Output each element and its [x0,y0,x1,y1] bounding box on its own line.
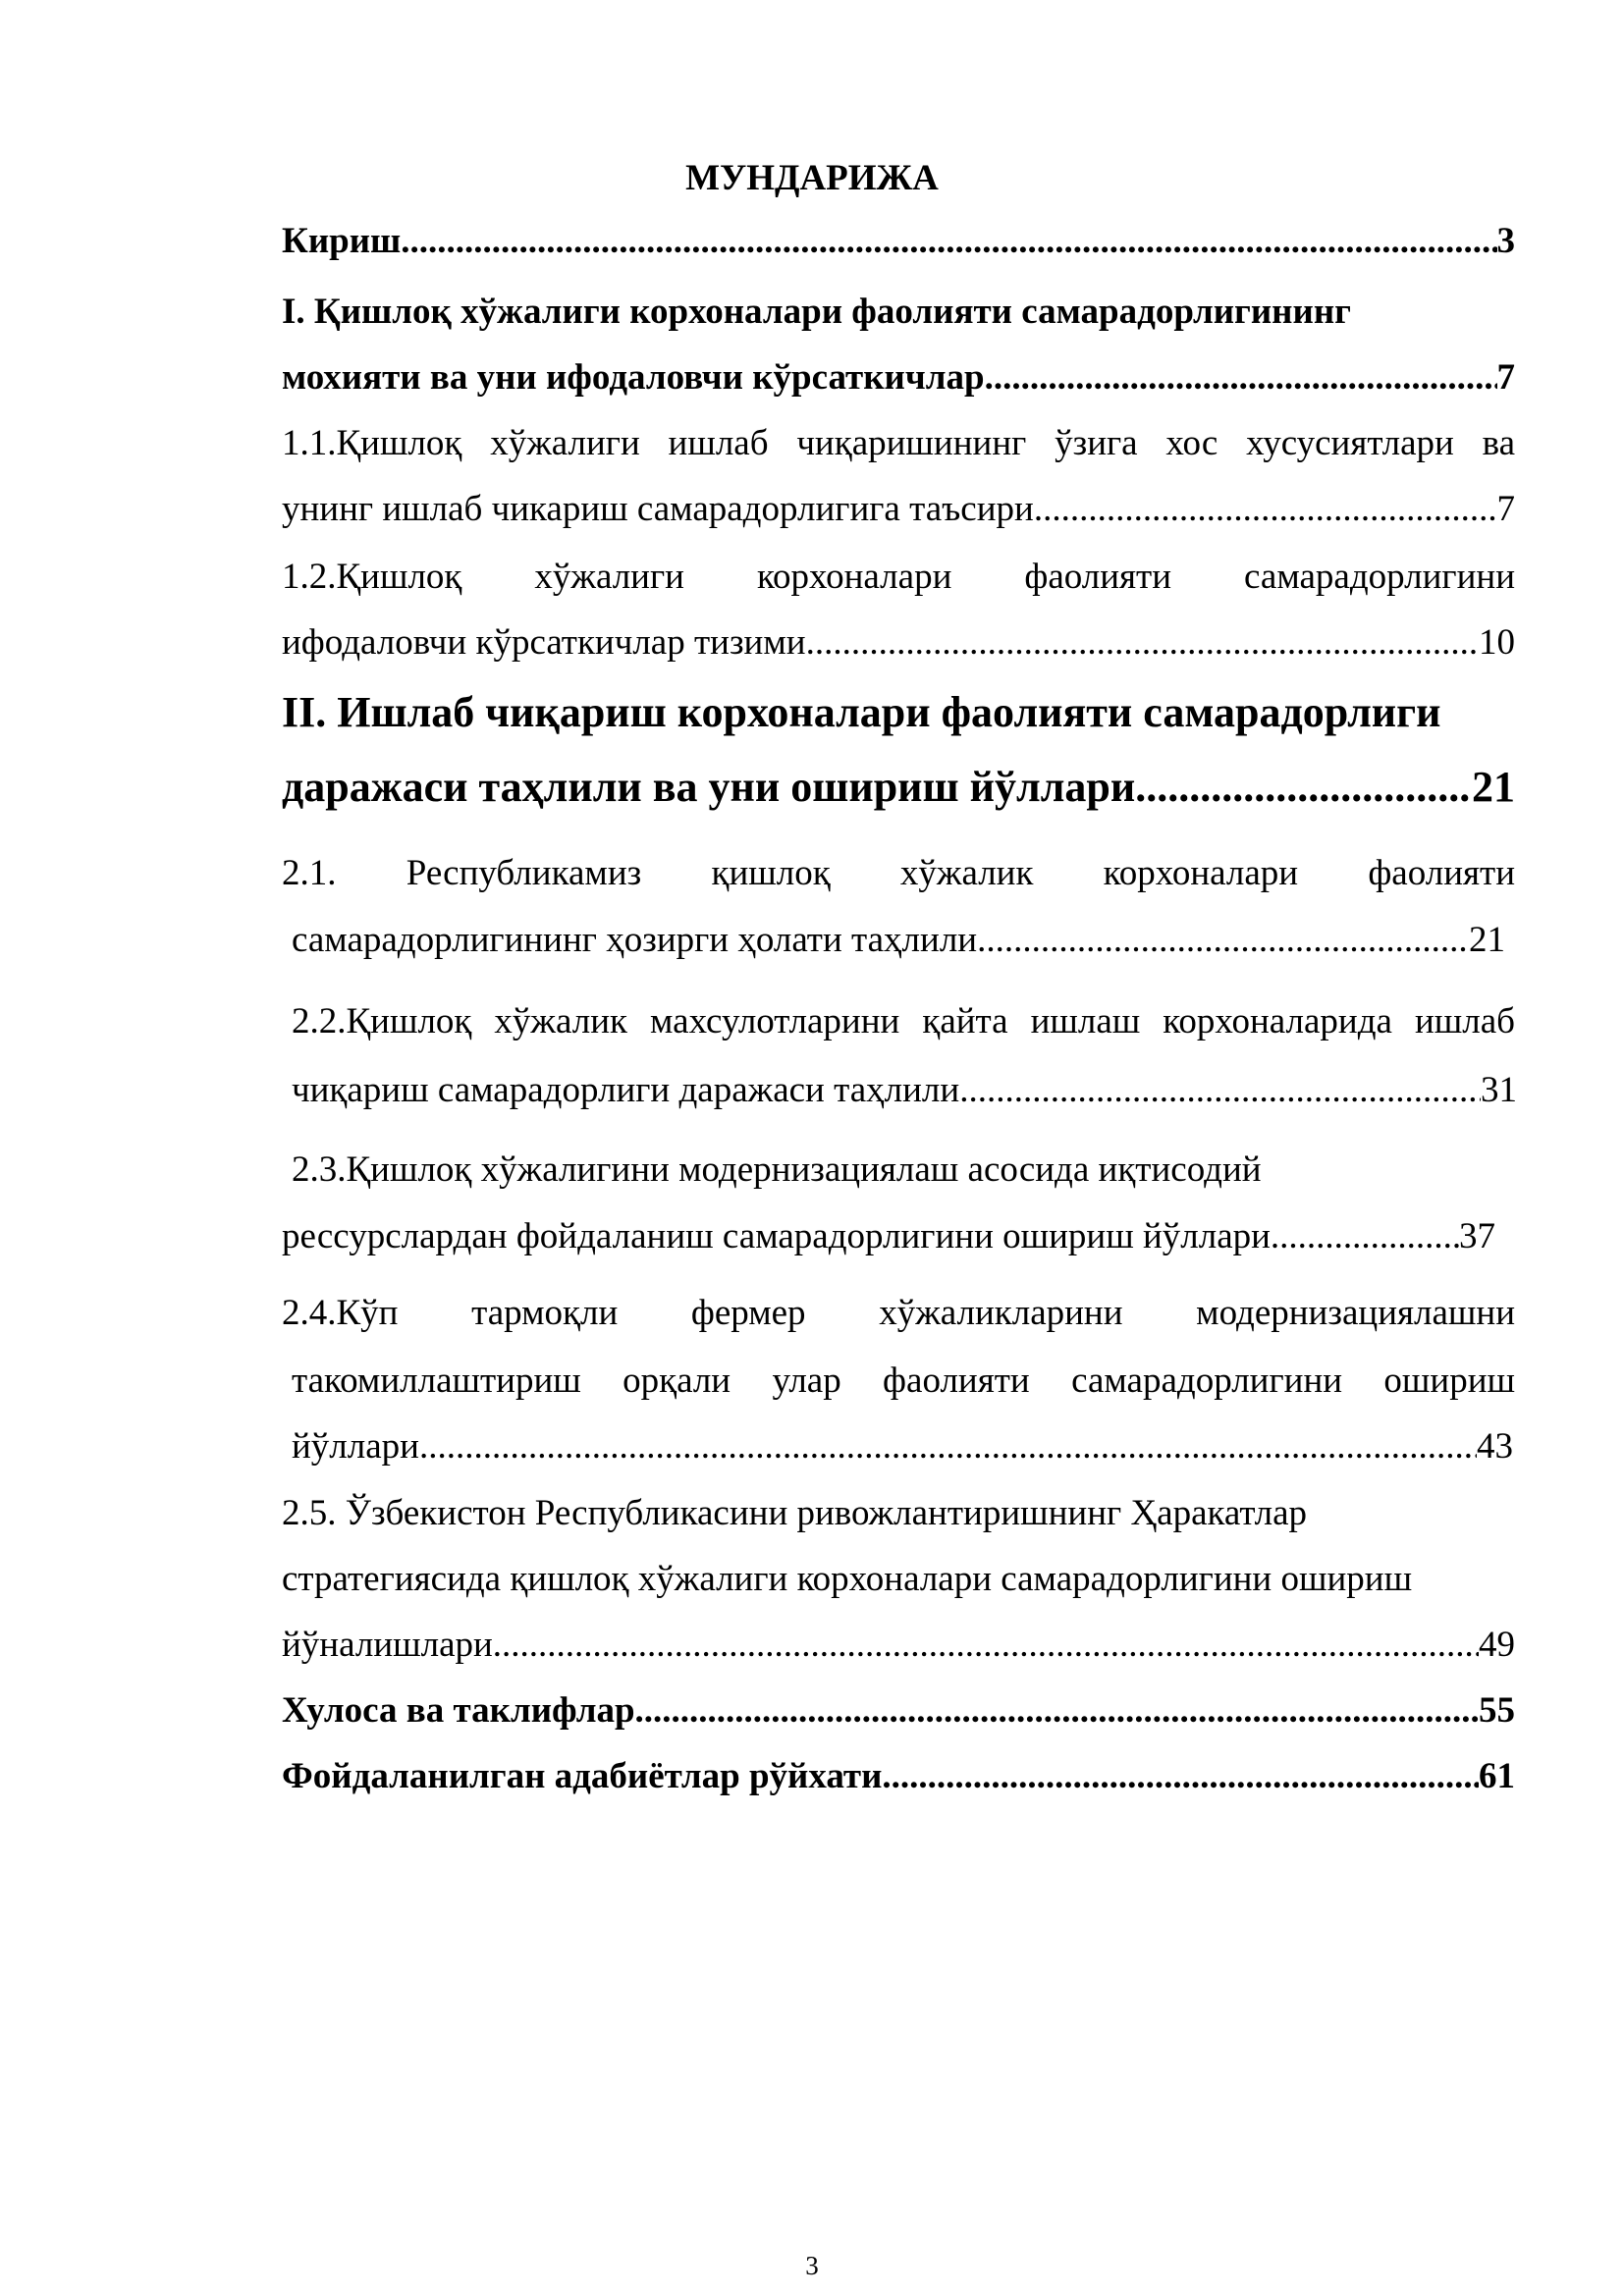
footer-page-number: 3 [805,2251,819,2280]
toc-s1-2-line2 [282,619,1515,667]
toc-leader [401,218,1496,265]
toc-s2-4-line3 [292,1423,1513,1470]
toc-entry-label: Хулоса ва таклифлар [282,1690,635,1731]
toc-s2-4-line2: такомиллаштириш орқали улар фаолияти самарадорлигини ошириш [292,1361,1515,1401]
toc-page-number: 7 [1496,489,1515,529]
toc-s1-1-line2 [282,486,1515,533]
toc-s1-2-line1: 1.2.Қишлоқ хўжалиги корхоналари фаолияти самарадорлигини [282,557,1515,597]
toc-s2-2-line2 [292,1067,1517,1114]
toc-leader [985,354,1497,401]
toc-leader [806,619,1479,667]
toc-s2-1-line2 [292,917,1505,964]
toc-entry-intro [282,218,1515,265]
toc-entry-label: йўналишлари [282,1625,493,1665]
toc-page-number: 10 [1479,622,1515,663]
toc-s2-4-line1: 2.4.Кўп тармоқли фермер хўжаликларини модернизациялашни [282,1293,1515,1333]
toc-entry-label: чиқариш самарадорлиги даражаси таҳлили [292,1070,960,1110]
toc-leader [419,1423,1477,1470]
toc-chapter1-line2 [282,354,1515,401]
toc-page-number: 21 [1469,920,1505,960]
toc-page-number: 37 [1459,1216,1495,1256]
toc-leader [882,1753,1479,1800]
toc-entry-label: самарадорлигининг ҳозирги ҳолати таҳлили [292,920,978,960]
toc-entry-label: Фойдаланилган адабиётлар рўйхати [282,1756,883,1796]
toc-entry-label: даражаси таҳлили ва уни ошириш йўллари [282,763,1136,811]
toc-title: МУНДАРИЖА [685,158,939,198]
toc-page-number: 21 [1472,763,1515,811]
toc-leader [635,1687,1479,1735]
toc-chapter2-line1: II. Ишлаб чиқариш корхоналари фаолияти самарадорлиги [282,688,1441,736]
toc-entry-label: Кириш [282,221,402,261]
toc-s2-3-line2 [282,1213,1495,1260]
toc-entry-label: ифодаловчи кўрсаткичлар тизими [282,622,806,663]
toc-leader [493,1622,1479,1669]
toc-page-number: 43 [1477,1426,1513,1467]
toc-page-number: 49 [1479,1625,1515,1665]
toc-entry-label: йўллари [292,1426,419,1467]
toc-page-number: 7 [1496,357,1515,398]
toc-s2-1-line1: 2.1. Республикамиз қишлоқ хўжалик корхоналари фаолияти [282,853,1515,893]
toc-page-number: 3 [1496,221,1515,261]
toc-entry-references [282,1753,1515,1800]
toc-s2-5-line1: 2.5. Ўзбекистон Республикасини ривожлантиришнинг Ҳаракатлар [282,1493,1308,1533]
toc-s2-2-line1: 2.2.Қишлоқ хўжалик махсулотларини қайта ишлаш корхоналарида ишлаб [292,1001,1515,1041]
toc-s1-1-line1: 1.1.Қишлоқ хўжалиги ишлаб чиқаришининг ўзига хос хусусиятлари ва [282,423,1515,463]
toc-s2-3-line1: 2.3.Қишлоқ хўжалигини модернизациялаш асосида иқтисодий [292,1149,1262,1190]
toc-entry-label: мохияти ва уни ифодаловчи кўрсаткичлар [282,357,985,398]
toc-chapter1-line1: I. Қишлоқ хўжалиги корхоналари фаолияти самарадорлигининг [282,292,1351,332]
toc-page-number: 61 [1479,1756,1515,1796]
toc-entry-label: унинг ишлаб чикариш самарадорлигига таъсири [282,489,1034,529]
toc-chapter2-line2 [282,760,1515,815]
toc-page-number: 31 [1481,1070,1517,1110]
toc-leader [1034,486,1497,533]
toc-s2-5-line3 [282,1622,1515,1669]
toc-entry-conclusion [282,1687,1515,1735]
toc-s2-5-line2: стратегиясида қишлоқ хўжалиги корхоналари самарадорлигини ошириш [282,1559,1413,1599]
toc-leader [1271,1213,1459,1260]
toc-leader [959,1067,1481,1114]
toc-leader [1135,760,1472,815]
toc-page-number: 55 [1479,1690,1515,1731]
toc-entry-label: рессурслардан фойдаланиш самарадорлигини ошириш йўллари [282,1216,1271,1256]
toc-leader [977,917,1469,964]
